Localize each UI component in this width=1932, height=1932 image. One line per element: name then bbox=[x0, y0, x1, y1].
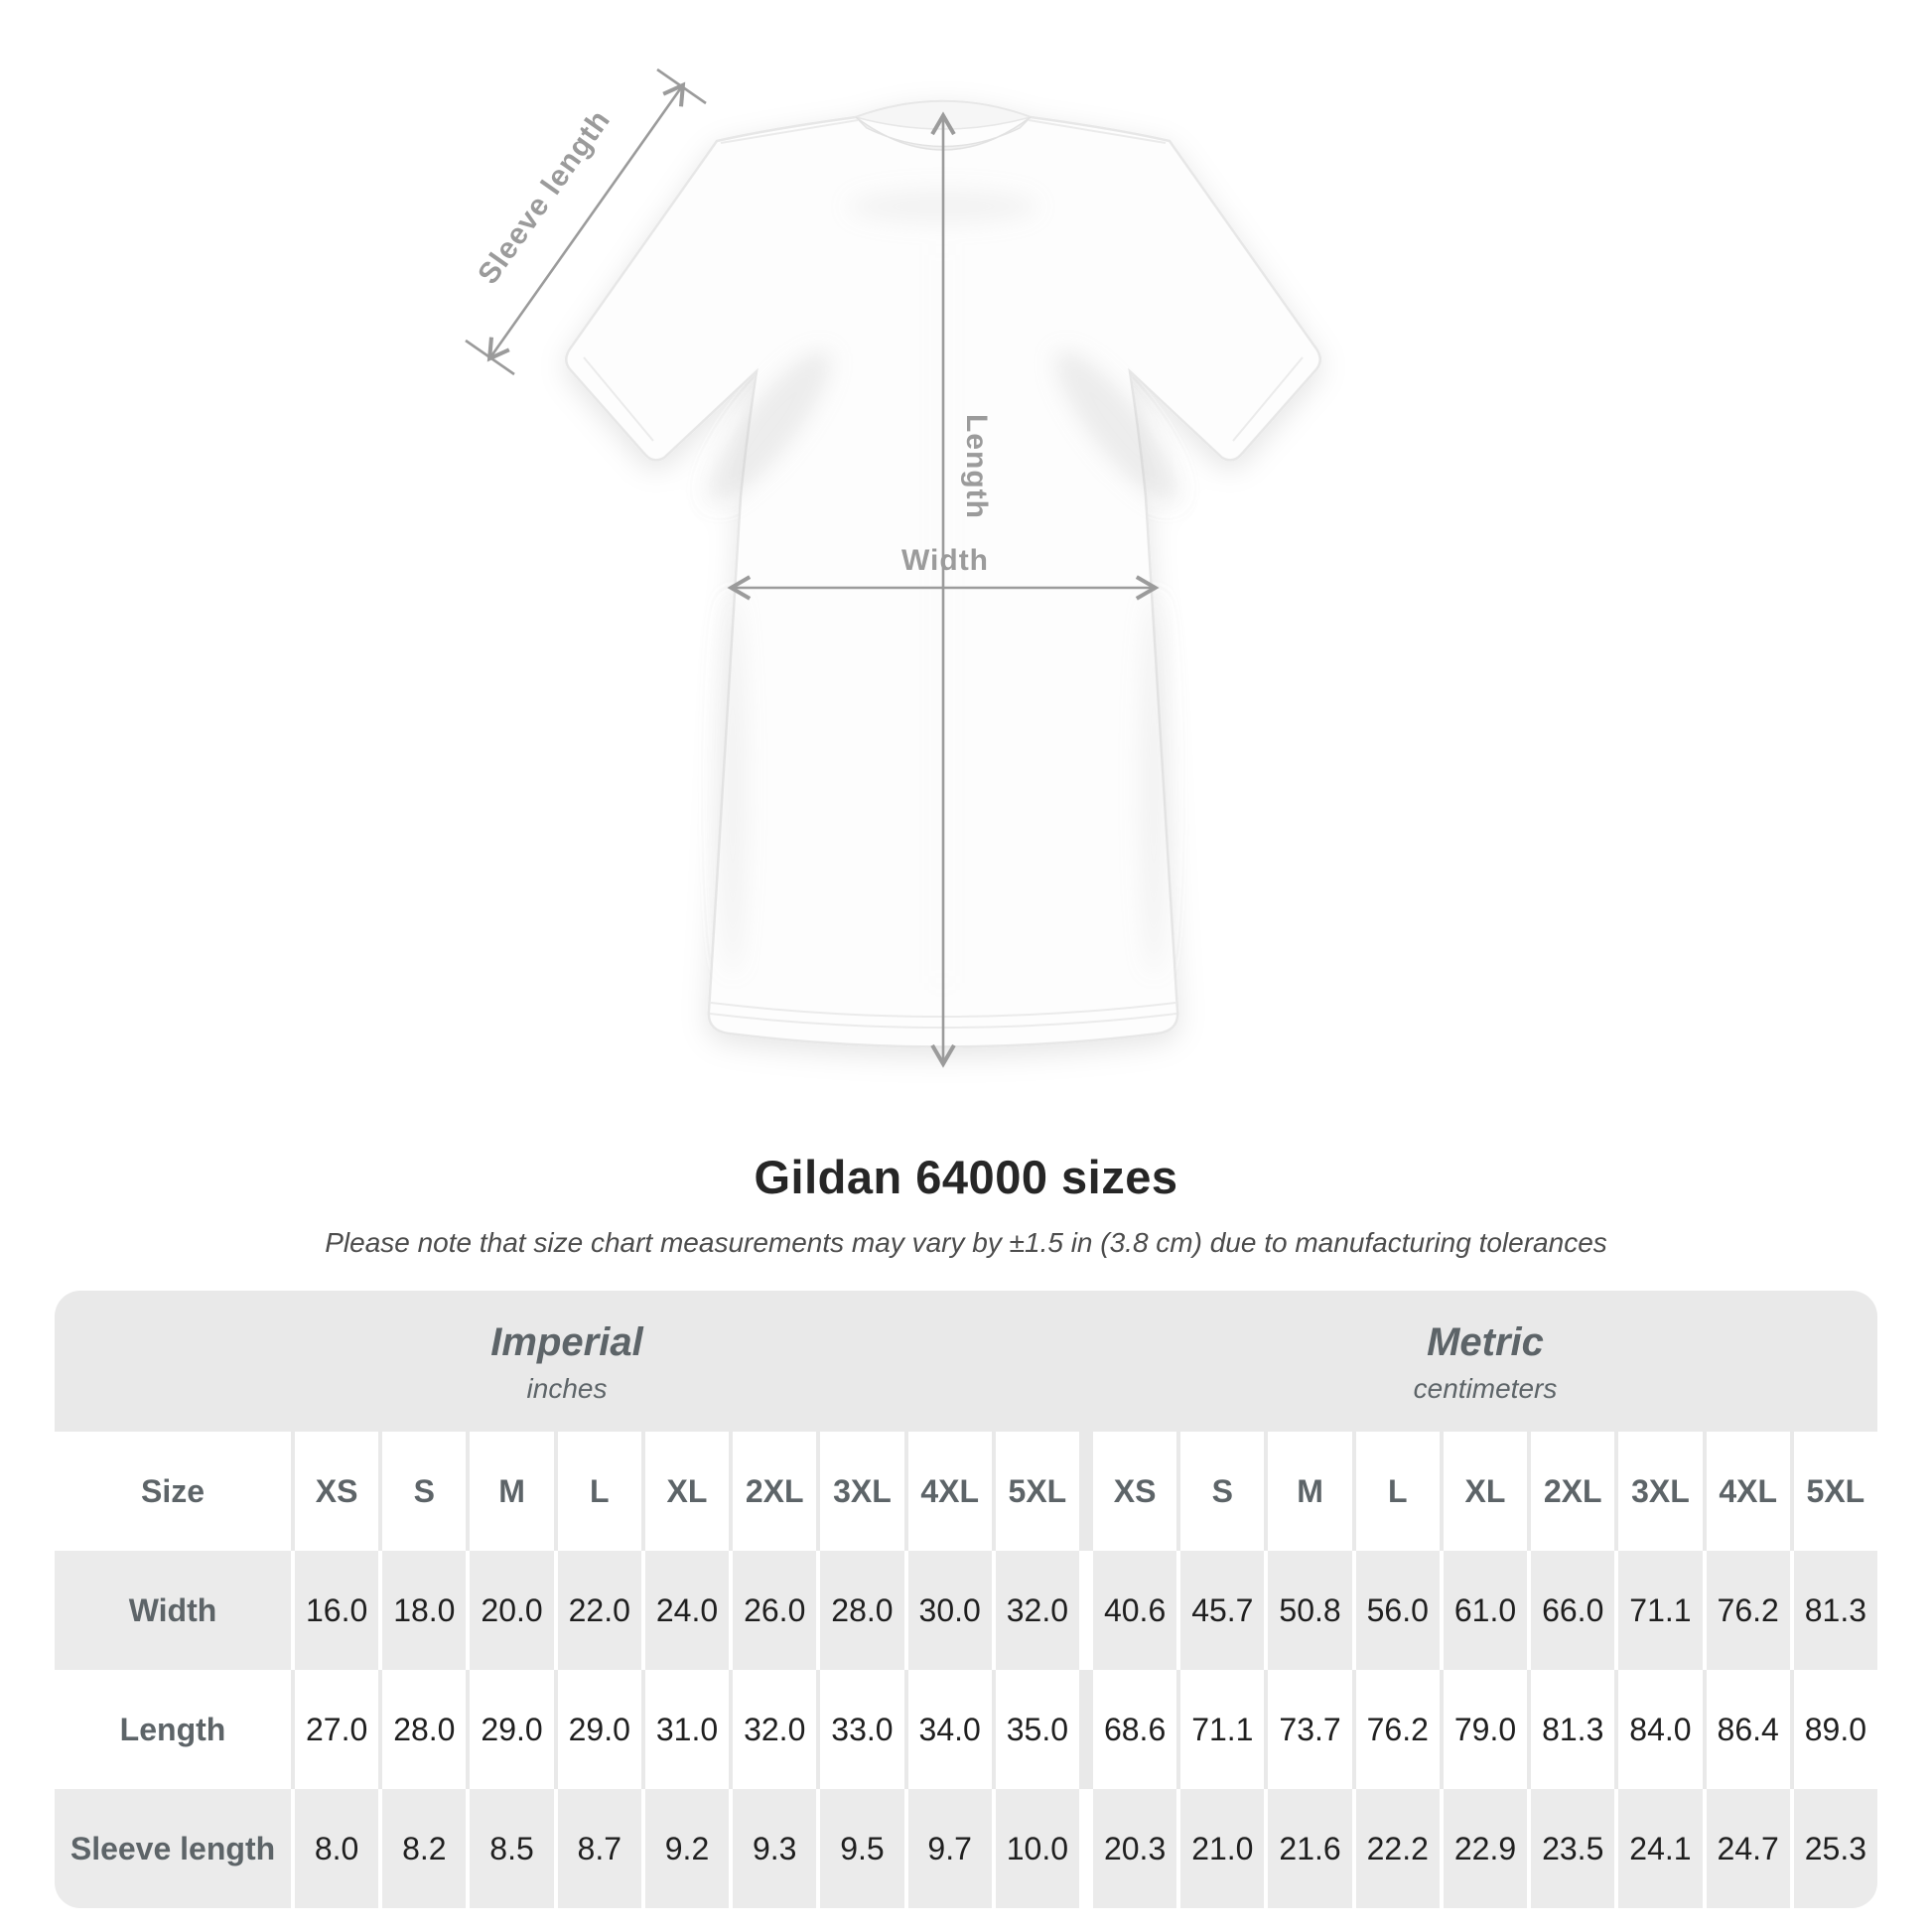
metric-section-header bbox=[1093, 1291, 1877, 1432]
table-cell: 31.0 bbox=[645, 1670, 729, 1789]
table-cell: 22.0 bbox=[558, 1551, 641, 1670]
row-label: Width bbox=[55, 1551, 291, 1670]
length-label: Length bbox=[960, 414, 993, 519]
table-cell: 8.0 bbox=[295, 1789, 378, 1908]
row-label: Length bbox=[55, 1670, 291, 1789]
metric-unit: centimeters bbox=[1413, 1372, 1558, 1404]
size-label: 4XL bbox=[1707, 1432, 1790, 1551]
table-cell: 26.0 bbox=[733, 1551, 816, 1670]
table-cell: 29.0 bbox=[470, 1670, 553, 1789]
size-label: L bbox=[558, 1432, 641, 1551]
table-cell: 84.0 bbox=[1618, 1670, 1702, 1789]
table-cell: 56.0 bbox=[1356, 1551, 1440, 1670]
size-label: XS bbox=[1093, 1432, 1176, 1551]
size-label: 2XL bbox=[733, 1432, 816, 1551]
table-cell: 45.7 bbox=[1180, 1551, 1264, 1670]
table-cell: 9.2 bbox=[645, 1789, 729, 1908]
imperial-title: Imperial bbox=[490, 1319, 643, 1364]
row-label: Sleeve length bbox=[55, 1789, 291, 1908]
size-label: 5XL bbox=[1794, 1432, 1877, 1551]
table-cell: 8.5 bbox=[470, 1789, 553, 1908]
tolerance-note: Please note that size chart measurements may vary by ±1.5 in (3.8 cm) due to manufacturing tolerances bbox=[325, 1227, 1607, 1258]
sleeve-length-label: Sleeve length bbox=[472, 103, 618, 291]
table-cell: 25.3 bbox=[1794, 1789, 1877, 1908]
size-label: 3XL bbox=[820, 1432, 903, 1551]
unit-divider bbox=[1083, 1432, 1089, 1551]
imperial-section-header bbox=[55, 1291, 1079, 1432]
table-cell: 30.0 bbox=[908, 1551, 992, 1670]
table-cell: 61.0 bbox=[1444, 1551, 1527, 1670]
table-cell: 9.7 bbox=[908, 1789, 992, 1908]
table-cell: 24.7 bbox=[1707, 1789, 1790, 1908]
table-cell: 18.0 bbox=[382, 1551, 466, 1670]
table-cell: 21.0 bbox=[1180, 1789, 1264, 1908]
table-cell: 9.5 bbox=[820, 1789, 903, 1908]
table-cell: 73.7 bbox=[1268, 1670, 1351, 1789]
imperial-unit: inches bbox=[526, 1372, 608, 1404]
size-table bbox=[55, 1291, 1877, 1908]
table-cell: 33.0 bbox=[820, 1670, 903, 1789]
row-label: Size bbox=[55, 1432, 291, 1551]
table-cell: 86.4 bbox=[1707, 1670, 1790, 1789]
size-label: 5XL bbox=[996, 1432, 1079, 1551]
size-label: 2XL bbox=[1531, 1432, 1614, 1551]
table-cell: 81.3 bbox=[1794, 1551, 1877, 1670]
table-cell: 89.0 bbox=[1794, 1670, 1877, 1789]
size-table-grid bbox=[55, 1432, 1877, 1908]
size-label: M bbox=[1268, 1432, 1351, 1551]
table-cell: 35.0 bbox=[996, 1670, 1079, 1789]
table-cell: 66.0 bbox=[1531, 1551, 1614, 1670]
table-row bbox=[55, 1670, 1877, 1789]
table-row bbox=[55, 1789, 1877, 1908]
unit-header-band bbox=[55, 1291, 1877, 1432]
table-cell: 28.0 bbox=[382, 1670, 466, 1789]
table-cell: 34.0 bbox=[908, 1670, 992, 1789]
unit-divider bbox=[1083, 1670, 1089, 1789]
table-cell: 22.2 bbox=[1356, 1789, 1440, 1908]
width-label: Width bbox=[900, 544, 990, 577]
size-label: 3XL bbox=[1618, 1432, 1702, 1551]
table-cell: 20.0 bbox=[470, 1551, 553, 1670]
table-cell: 40.6 bbox=[1093, 1551, 1176, 1670]
size-label: XL bbox=[645, 1432, 729, 1551]
table-cell: 79.0 bbox=[1444, 1670, 1527, 1789]
page-title: Gildan 64000 sizes bbox=[754, 1151, 1178, 1203]
size-label: L bbox=[1356, 1432, 1440, 1551]
table-cell: 50.8 bbox=[1268, 1551, 1351, 1670]
table-cell: 8.2 bbox=[382, 1789, 466, 1908]
size-label: 4XL bbox=[908, 1432, 992, 1551]
table-cell: 28.0 bbox=[820, 1551, 903, 1670]
table-cell: 32.0 bbox=[733, 1670, 816, 1789]
table-cell: 16.0 bbox=[295, 1551, 378, 1670]
table-cell: 9.3 bbox=[733, 1789, 816, 1908]
table-cell: 29.0 bbox=[558, 1670, 641, 1789]
table-cell: 71.1 bbox=[1180, 1670, 1264, 1789]
table-cell: 24.1 bbox=[1618, 1789, 1702, 1908]
size-label: S bbox=[382, 1432, 466, 1551]
unit-divider bbox=[1083, 1789, 1089, 1908]
table-cell: 76.2 bbox=[1356, 1670, 1440, 1789]
unit-divider bbox=[1083, 1551, 1089, 1670]
table-cell: 10.0 bbox=[996, 1789, 1079, 1908]
table-cell: 27.0 bbox=[295, 1670, 378, 1789]
size-label: S bbox=[1180, 1432, 1264, 1551]
table-cell: 21.6 bbox=[1268, 1789, 1351, 1908]
table-row bbox=[55, 1551, 1877, 1670]
size-label: XS bbox=[295, 1432, 378, 1551]
table-cell: 81.3 bbox=[1531, 1670, 1614, 1789]
table-cell: 32.0 bbox=[996, 1551, 1079, 1670]
size-label: XL bbox=[1444, 1432, 1527, 1551]
size-label: M bbox=[470, 1432, 553, 1551]
metric-title: Metric bbox=[1427, 1319, 1544, 1364]
table-cell: 24.0 bbox=[645, 1551, 729, 1670]
table-cell: 8.7 bbox=[558, 1789, 641, 1908]
table-cell: 71.1 bbox=[1618, 1551, 1702, 1670]
table-cell: 22.9 bbox=[1444, 1789, 1527, 1908]
table-cell: 20.3 bbox=[1093, 1789, 1176, 1908]
size-header-row bbox=[55, 1432, 1877, 1551]
table-cell: 76.2 bbox=[1707, 1551, 1790, 1670]
table-cell: 23.5 bbox=[1531, 1789, 1614, 1908]
table-cell: 68.6 bbox=[1093, 1670, 1176, 1789]
